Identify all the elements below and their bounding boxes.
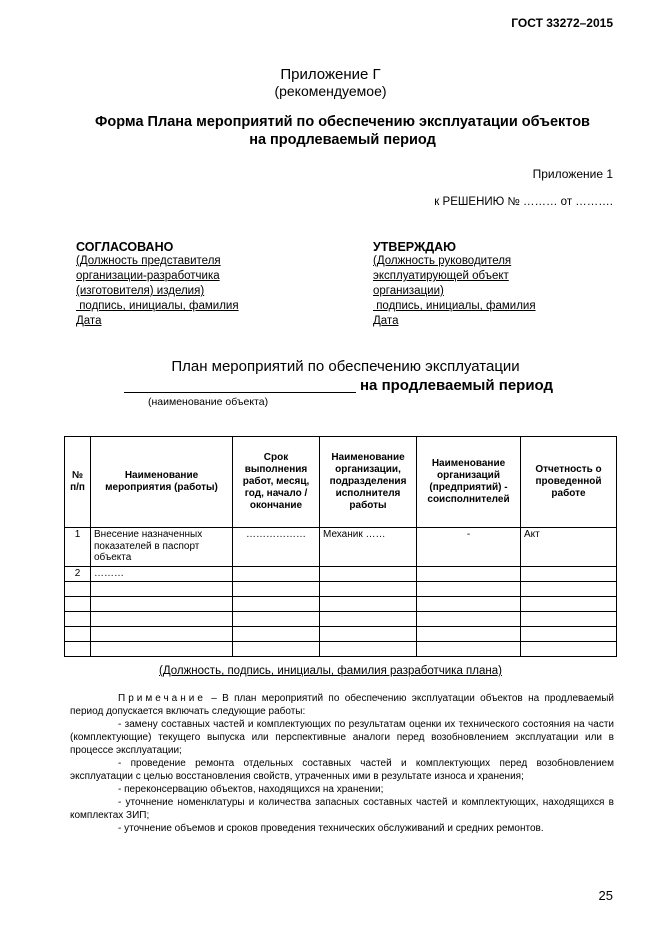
table-cell: - <box>417 528 521 567</box>
table-cell <box>65 597 91 612</box>
approved-signature-line: подпись, инициалы, фамилия <box>373 300 536 312</box>
column-header: Наименование организаций (предприятий) - соисполнителей <box>417 437 521 528</box>
table-cell <box>65 627 91 642</box>
agreed-line: (изготовителя) изделия) <box>76 285 205 297</box>
agreed-date-line: Дата <box>76 315 102 327</box>
table-cell: Акт <box>521 528 617 567</box>
table-cell <box>91 582 233 597</box>
table-cell <box>521 582 617 597</box>
agreed-signature-line: подпись, инициалы, фамилия <box>76 300 239 312</box>
note-intro <box>70 692 614 718</box>
table-row <box>65 567 617 582</box>
note-item: - уточнение объемов и сроков проведения технических обслуживаний и средних ремонтов. <box>118 823 544 834</box>
note-item: - замену составных частей и комплектующих по результатам оценки их технического состояния на части (комплектующие) текущего выпуска или перспективные аналоги перед возобновлением эксплуатации или в процессе эксплуатации; <box>70 719 614 756</box>
table-cell <box>417 642 521 657</box>
table-cell <box>233 642 320 657</box>
table-row <box>65 642 617 657</box>
table-cell <box>417 612 521 627</box>
table-cell <box>417 582 521 597</box>
table-cell <box>320 642 417 657</box>
notes-section <box>70 692 614 835</box>
table-cell <box>521 627 617 642</box>
table-cell <box>521 567 617 582</box>
column-header: Срок выполнения работ, месяц, год, начало / окончание <box>233 437 320 528</box>
plan-table <box>64 436 617 657</box>
document-code: ГОСТ 33272–2015 <box>511 16 613 30</box>
table-cell <box>65 612 91 627</box>
table-cell: ……… <box>91 567 233 582</box>
object-name-caption: (наименование объекта) <box>148 396 269 408</box>
note-item: - уточнение номенклатуры и количества запасных составных частей и комплектующих, находящихся в комплектах ЗИП; <box>70 797 614 821</box>
table-cell <box>233 627 320 642</box>
table-cell <box>65 582 91 597</box>
column-header: Наименование мероприятия (работы) <box>91 437 233 528</box>
table-row <box>65 612 617 627</box>
table-header-row <box>65 437 617 528</box>
table-cell <box>417 597 521 612</box>
form-title-line-2: на продлеваемый период <box>249 132 436 148</box>
table-cell <box>91 597 233 612</box>
note-item: - проведение ремонта отдельных составных частей и комплектующих перед возобновлением эксплуатации с целью восстановления свойств, утраченных ими в результате износа и хранения; <box>70 758 614 782</box>
table-cell <box>320 597 417 612</box>
developer-caption: (Должность, подпись, инициалы, фамилия разработчика плана) <box>159 665 502 677</box>
note-label: Примечание <box>118 693 206 704</box>
column-header: Наименование организации, подразделения исполнителя работы <box>320 437 417 528</box>
table-cell: Механик …… <box>320 528 417 567</box>
table-cell <box>320 612 417 627</box>
annex-label: Приложение 1 <box>532 167 613 181</box>
object-name-blank <box>124 392 356 393</box>
approved-block <box>373 240 613 329</box>
table-row <box>65 528 617 567</box>
approved-line: эксплуатирующей объект <box>373 270 509 282</box>
table-cell: Внесение назначенных показателей в паспорт объекта <box>91 528 233 567</box>
agreed-heading: СОГЛАСОВАНО <box>76 240 174 254</box>
approved-date-line: Дата <box>373 315 399 327</box>
plan-title: План мероприятий по обеспечению эксплуатации <box>171 358 520 375</box>
form-title <box>60 113 625 149</box>
table-cell: 2 <box>65 567 91 582</box>
note-intro-text: – В план мероприятий по обеспечению эксплуатации объектов на продлеваемый период допускается включать следующие работы: <box>70 693 614 717</box>
column-header: № п/п <box>65 437 91 528</box>
column-header: Отчетность о проведенной работе <box>521 437 617 528</box>
table-cell <box>320 627 417 642</box>
table-cell <box>521 612 617 627</box>
table-row <box>65 597 617 612</box>
agreed-line: организации-разработчика <box>76 270 220 282</box>
agreed-block <box>76 240 316 329</box>
table-cell <box>233 597 320 612</box>
table-cell <box>91 627 233 642</box>
table-cell <box>233 582 320 597</box>
table-cell <box>521 642 617 657</box>
table-cell <box>91 642 233 657</box>
table-cell <box>417 567 521 582</box>
appendix-title: Приложение Г <box>280 66 381 83</box>
form-title-line-1: Форма Плана мероприятий по обеспечению эксплуатации объектов <box>95 114 590 130</box>
table-cell <box>521 597 617 612</box>
table-cell <box>91 612 233 627</box>
page-number: 25 <box>598 888 613 903</box>
table-cell <box>233 612 320 627</box>
table-row <box>65 627 617 642</box>
plan-title-period: на продлеваемый период <box>360 377 554 394</box>
approved-heading: УТВЕРЖДАЮ <box>373 240 457 254</box>
approved-line: организации) <box>373 285 444 297</box>
table-row <box>65 582 617 597</box>
note-item: - переконсервацию объектов, находящихся на хранении; <box>118 784 384 795</box>
table-cell <box>65 642 91 657</box>
table-cell: ……………… <box>233 528 320 567</box>
approved-line: (Должность руководителя <box>373 255 512 267</box>
table-cell <box>417 627 521 642</box>
appendix-subtitle: (рекомендуемое) <box>274 83 387 99</box>
table-cell <box>320 582 417 597</box>
decision-reference: к РЕШЕНИЮ № ……… от ………. <box>434 196 613 208</box>
agreed-line: (Должность представителя <box>76 255 221 267</box>
table-cell <box>233 567 320 582</box>
table-cell <box>320 567 417 582</box>
table-cell: 1 <box>65 528 91 567</box>
